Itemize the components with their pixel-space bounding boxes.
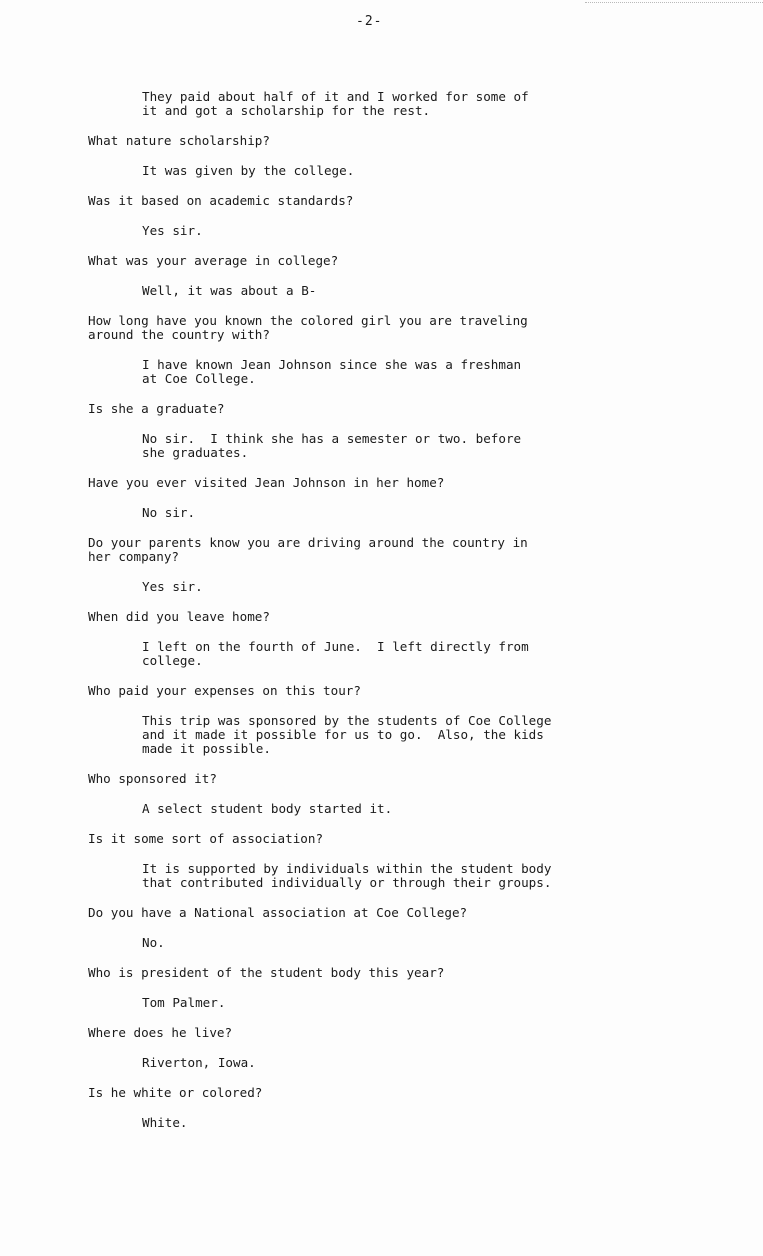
scan-edge-mark [585,2,763,3]
question-line: Where does he live? [88,1025,233,1040]
answer-line: Yes sir. [142,223,203,238]
question-line: Who paid your expenses on this tour? [88,683,361,698]
question-line: Do you have a National association at Coe College? [88,905,468,920]
question-line: Was it based on academic standards? [88,193,354,208]
question-line: Is it some sort of association? [88,831,324,846]
question-line: Have you ever visited Jean Johnson in her home? [88,475,445,490]
answer-line: It is supported by individuals within the student body that contributed individually or through their groups. [142,861,552,890]
question-line: What nature scholarship? [88,133,270,148]
question-line: Do your parents know you are driving around the country in her company? [88,535,528,564]
answer-line: No sir. [142,505,196,520]
question-line: When did you leave home? [88,609,270,624]
answer-line: I left on the fourth of June. I left directly from college. [142,639,529,668]
answer-line: Tom Palmer. [142,995,226,1010]
answer-line: No sir. I think she has a semester or two. before she graduates. [142,431,522,460]
answer-line: I have known Jean Johnson since she was a freshman at Coe College. [142,357,522,386]
answer-line: No. [142,935,165,950]
answer-line: Riverton, Iowa. [142,1055,256,1070]
answer-line: It was given by the college. [142,163,355,178]
answer-line: White. [142,1115,188,1130]
answer-line: They paid about half of it and I worked for some of it and got a scholarship for the rest. [142,89,529,118]
answer-line: A select student body started it. [142,801,393,816]
question-line: Who is president of the student body this year? [88,965,445,980]
question-line: What was your average in college? [88,253,339,268]
question-line: Who sponsored it? [88,771,217,786]
page-number: -2- [356,14,383,29]
answer-line: Well, it was about a B- [142,283,317,298]
question-line: How long have you known the colored girl you are traveling around the country with? [88,313,528,342]
answer-line: This trip was sponsored by the students of Coe College and it made it possible for us to go. Also, the kids made it possible. [142,713,552,756]
transcript-body [88,90,648,1130]
question-line: Is he white or colored? [88,1085,263,1100]
answer-line: Yes sir. [142,579,203,594]
question-line: Is she a graduate? [88,401,225,416]
